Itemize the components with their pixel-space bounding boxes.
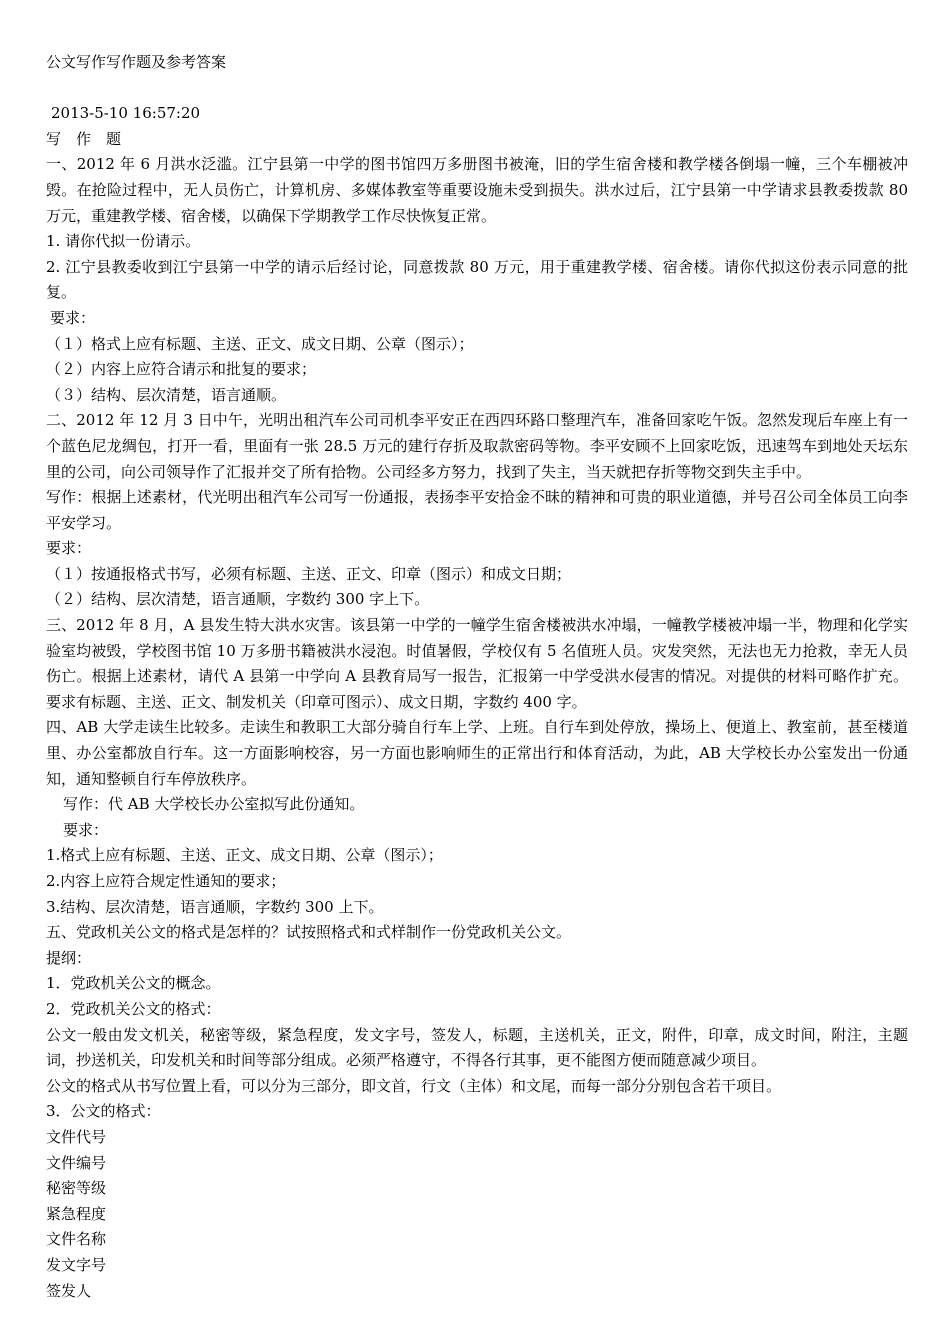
question-1-task-2: 2. 江宁县教委收到江宁县第一中学的请示后经讨论，同意拨款 80 万元，用于重建教学楼、宿舍楼。请你代拟这份表示同意的批复。 bbox=[46, 257, 908, 302]
question-2-requirement-1: （１）按通报格式书写，必须有标题、主送、正文、印章（图示）和成文日期； bbox=[46, 564, 572, 583]
list-item: 文件名称 bbox=[46, 1230, 107, 1249]
question-5-paragraph-1: 公文一般由发文机关，秘密等级，紧急程度，发文字号，签发人，标题，主送机关，正文，附件，印章，成文时间，附注，主题词，抄送机关，印发机关和时间等部分组成。必须严格遵守，不得各行其事，更不能图方便而随意减少项目。 bbox=[46, 1025, 908, 1070]
question-2-body: 二、2012 年 12 月 3 日中午，光明出租汽车公司司机李平安正在西四环路口整理汽车，准备回家吃午饭。忽然发现后车座上有一个蓝色尼龙绸包，打开一看，里面有一张 28.5 万元的建行存折及取款密码等物。李平安顾不上回家吃饭，迅速驾车到地处天坛东里的公司，向公司领导作了汇报并交了所有拾物。公司经多方努力，找到了失主，当天就把存折等物交到失主手中。 bbox=[46, 411, 908, 481]
question-3-body: 三、2012 年 8 月，A 县发生特大洪水灾害。该县第一中学的一幢学生宿舍楼被洪水冲塌，一幢教学楼被冲塌一半，物理和化学实验室均被毁，学校图书馆 10 万多册书籍被洪水浸泡。时值暑假，学校仅有 5 名值班人员。灾发突然，无法也无力抢救，幸无人员伤亡。根据上述素材，请代 A 县第一中学向 A 县教育局写一报告，汇报第一中学受洪水侵害的情况。对提供的材料可略作扩充。要求有标题、主送、正文、制发机关（印章可图示）、成文日期，字数约 400 字。 bbox=[46, 616, 908, 711]
question-4-requirement-3: 3.结构、层次清楚，语言通顺，字数约 300 上下。 bbox=[46, 897, 384, 916]
document-timestamp: 2013-5-10 16:57:20 bbox=[51, 104, 201, 123]
question-5-point-3: 3．公文的格式： bbox=[46, 1102, 161, 1121]
section-heading: 写 作 题 bbox=[46, 129, 122, 148]
question-5-point-1: 1．党政机关公文的概念。 bbox=[46, 974, 221, 993]
question-1-requirement-2: （２）内容上应符合请示和批复的要求； bbox=[46, 360, 317, 379]
list-item: 秘密等级 bbox=[46, 1179, 107, 1198]
format-items-list bbox=[46, 1125, 908, 1304]
list-item: 文件代号 bbox=[46, 1127, 107, 1146]
question-1-requirements-label: 要求： bbox=[50, 308, 96, 327]
question-4-task: 写作：代 AB 大学校长办公室拟写此份通知。 bbox=[63, 795, 365, 814]
list-item: 签发人 bbox=[46, 1281, 92, 1300]
question-2-requirements-label: 要求： bbox=[46, 539, 92, 558]
question-1-requirement-3: （３）结构、层次清楚，语言通顺。 bbox=[46, 385, 287, 404]
question-1-requirement-1: （１）格式上应有标题、主送、正文、成文日期、公章（图示）； bbox=[46, 334, 474, 353]
list-item: 发文字号 bbox=[46, 1255, 107, 1274]
question-4-body: 四、AB 大学走读生比较多。走读生和教职工大部分骑自行车上学、上班。自行车到处停放，操场上、便道上、教室前，甚至楼道里、办公室都放自行车。这一方面影响校容，另一方面也影响师生的正常出行和体育活动，为此，AB 大学校长办公室发出一份通知，通知整顿自行车停放秩序。 bbox=[46, 718, 908, 788]
list-item: 文件编号 bbox=[46, 1153, 107, 1172]
question-5-body: 五、党政机关公文的格式是怎样的？试按照格式和式样制作一份党政机关公文。 bbox=[46, 923, 572, 942]
question-1-task-1: 1. 请你代拟一份请示。 bbox=[46, 232, 201, 251]
document-page bbox=[46, 50, 908, 1304]
question-5-paragraph-2: 公文的格式从书写位置上看，可以分为三部分，即文首，行文（主体）和文尾，而每一部分分别包含若干项目。 bbox=[46, 1076, 782, 1095]
question-2-requirement-2: （２）结构、层次清楚，语言通顺，字数约 300 字上下。 bbox=[46, 590, 430, 609]
question-5-outline-label: 提纲： bbox=[46, 948, 92, 967]
question-4-requirement-2: 2.内容上应符合规定性通知的要求； bbox=[46, 872, 286, 890]
question-5-point-2: 2．党政机关公文的格式： bbox=[46, 999, 221, 1018]
question-4-requirement-1: 1.格式上应有标题、主送、正文、成文日期、公章（图示）； bbox=[46, 846, 443, 865]
list-item: 紧急程度 bbox=[46, 1204, 107, 1223]
document-title: 公文写作写作题及参考答案 bbox=[46, 53, 227, 71]
question-4-requirements-label: 要求： bbox=[63, 820, 109, 839]
question-1-body: 一、2012 年 6 月洪水泛滥。江宁县第一中学的图书馆四万多册图书被淹，旧的学生宿舍楼和教学楼各倒塌一幢，三个车棚被冲毁。在抢险过程中，无人员伤亡，计算机房、多媒体教室等重要设施未受到损失。洪水过后，江宁县第一中学请求县教委拨款 80 万元，重建教学楼、宿舍楼，以确保下学期教学工作尽快恢复正常。 bbox=[46, 155, 908, 225]
question-2-task: 写作：根据上述素材，代光明出租汽车公司写一份通报，表扬李平安拾金不昧的精神和可贵的职业道德，并号召公司全体员工向李平安学习。 bbox=[46, 488, 908, 532]
